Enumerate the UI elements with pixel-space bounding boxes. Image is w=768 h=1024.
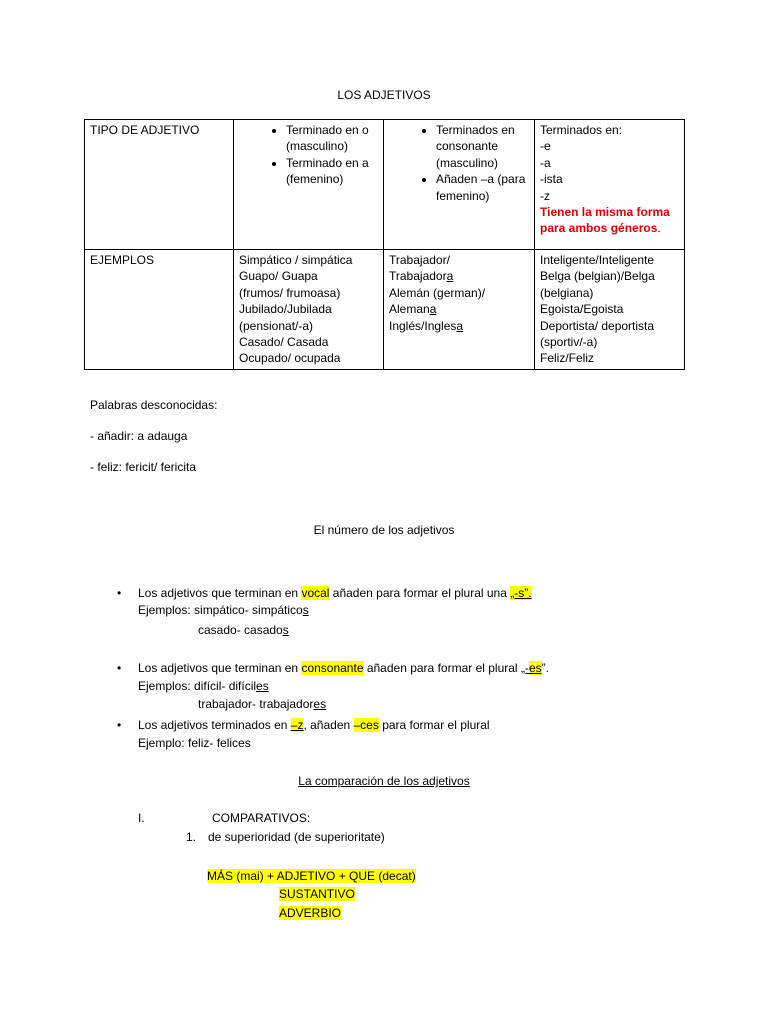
cell-line: (belgiana): [540, 285, 594, 300]
text: añaden para formar el plural: [363, 661, 521, 675]
table-cell: [535, 250, 685, 370]
bullet-icon: •: [117, 661, 122, 675]
text: Ejemplos: difícil- difícil: [138, 679, 257, 693]
cell-line: Jubilado/Jubilada: [239, 302, 332, 317]
example-line: [138, 678, 269, 695]
cell-line: Alemán (german)/: [389, 285, 486, 300]
formula-line: [207, 868, 416, 885]
cell-line: Casado/ Casada: [239, 335, 329, 350]
cell-line: [389, 301, 529, 317]
cell-line: Guapo/ Guapa: [239, 269, 318, 284]
rule-consonante: [138, 660, 549, 677]
table-row: [85, 250, 685, 370]
cell-line: Inteligente/Inteligente: [540, 253, 655, 267]
highlight: MÁS (mai) + ADJETIVO + QUE (decat): [207, 869, 416, 883]
list-item: • Terminados en consonante (masculino): [436, 122, 529, 171]
cell-line: (frumos/ frumoasa): [239, 285, 341, 300]
list-item: • Terminado en a (femenino): [286, 155, 378, 188]
text: para formar el plural: [378, 718, 490, 732]
ending: es: [256, 679, 269, 693]
ending: es: [313, 697, 327, 711]
list: [234, 122, 378, 188]
ending: s: [302, 603, 309, 617]
rule-z: [138, 717, 490, 734]
ending: a: [446, 269, 454, 284]
vocab-heading: Palabras desconocidas:: [90, 398, 218, 412]
text: ”.: [541, 661, 549, 675]
table-cell: [234, 120, 384, 250]
formula-alt: [279, 905, 341, 922]
ending: s: [282, 623, 289, 637]
table-row: [85, 120, 685, 250]
list-item: • Añaden –a (para femenino): [436, 171, 529, 204]
cell-line: Feliz/Feliz: [540, 351, 595, 366]
heading-text: La comparación de los adjetivos: [298, 774, 470, 788]
cell-line: Egoista/Egoista: [540, 302, 624, 317]
cell-line: Ocupado/ ocupada: [239, 351, 341, 366]
cell-line: Terminados en:: [540, 123, 623, 137]
highlight: SUSTANTIVO: [279, 887, 355, 901]
highlight: –z: [290, 718, 304, 732]
superioridad-label: de superioridad (de superioritate): [208, 830, 385, 844]
cell-line: Simpático / simpática: [239, 253, 353, 267]
highlight: vocal: [301, 586, 330, 600]
text: Los adjetivos que terminan en: [138, 586, 302, 600]
text: , añaden: [303, 718, 354, 732]
vocab-item: - feliz: fericit/ fericita: [90, 460, 197, 474]
text: trabajador- trabajador: [198, 697, 314, 711]
cell-line: -ista: [540, 172, 563, 187]
cell-line: -z: [540, 188, 550, 203]
bullet-icon: •: [117, 586, 122, 600]
text: Los adjetivos terminados en: [138, 718, 291, 732]
highlight: –ces: [353, 718, 379, 732]
vocab-item: - añadir: a adauga: [90, 429, 188, 443]
table-cell: [85, 120, 234, 250]
ending: a: [429, 302, 437, 317]
table-cell: [384, 250, 535, 370]
cell-line: Belga (belgian)/Belga: [540, 269, 655, 284]
cell-line: Deportista/ deportista: [540, 318, 655, 333]
example-line: Ejemplo: feliz- felices: [138, 736, 251, 750]
section-heading-comparacion: [0, 774, 768, 788]
row-header-ejemplos: EJEMPLOS: [90, 253, 155, 267]
example-line: [198, 622, 289, 639]
roman-numeral: I.: [138, 811, 145, 825]
highlight: „-s”.: [510, 586, 532, 600]
highlight: consonante: [301, 661, 364, 675]
table-cell: [535, 120, 685, 250]
comparativos-label: COMPARATIVOS:: [212, 811, 311, 825]
text: Los adjetivos que terminan en: [138, 661, 302, 675]
text: Ejemplos: simpático- simpático: [138, 603, 303, 617]
list-number: 1.: [186, 830, 197, 844]
rule-vocal: [138, 585, 532, 602]
bullet-icon: •: [117, 718, 122, 732]
example-line: [138, 602, 309, 619]
adjectives-table: [84, 119, 685, 370]
word: Aleman: [389, 302, 430, 317]
cell-line: Trabajador/: [389, 253, 450, 267]
cell-line: -e: [540, 139, 551, 154]
table-cell: [234, 250, 384, 370]
cell-line: -a: [540, 155, 551, 170]
highlight: ADVERBIO: [279, 906, 342, 920]
word: Trabajador: [389, 269, 447, 284]
word: Inglés/Ingles: [389, 318, 457, 333]
formula-alt: [279, 886, 355, 903]
row-header-tipo: TIPO DE ADJETIVO: [90, 123, 200, 137]
cell-line: [389, 318, 529, 334]
ending: a: [456, 318, 464, 333]
text: casado- casado: [198, 623, 283, 637]
text: añaden para formar el plural una: [329, 586, 511, 600]
note-text: Tienen la misma forma para ambos géneros: [540, 205, 670, 236]
cell-line: (sportiv/-a): [540, 335, 598, 350]
cell-line: [389, 268, 529, 284]
highlight: es: [528, 661, 542, 675]
list: [384, 122, 529, 204]
section-heading-numero: El número de los adjetivos: [313, 523, 455, 537]
text: „-: [520, 661, 529, 675]
cell-line: (pensionat/-a): [239, 318, 314, 333]
table-cell: [85, 250, 234, 370]
list-item: • Terminado en o (masculino): [286, 122, 378, 155]
note-period: .: [657, 221, 661, 236]
page-title: LOS ADJETIVOS: [337, 88, 431, 102]
same-form-note: [540, 204, 679, 237]
table-cell: [384, 120, 535, 250]
example-line: [198, 696, 326, 713]
